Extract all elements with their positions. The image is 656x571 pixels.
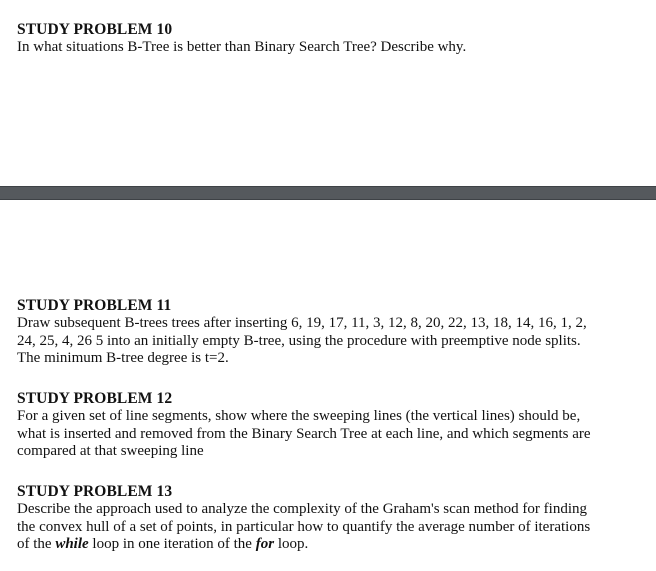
study-problem-12 (17, 390, 642, 461)
page-lower (0, 200, 656, 571)
problem-13-line-3-part-1: of the (17, 536, 56, 552)
problem-13-line-2: the convex hull of a set of points, in particular how to quantify the average number of iterations (17, 518, 591, 535)
problem-13-line-3 (17, 536, 642, 554)
problem-10-title: STUDY PROBLEM 10 (17, 21, 173, 38)
problem-10-body: In what situations B-Tree is better than Binary Search Tree? Describe why. (17, 39, 467, 55)
problem-12-title: STUDY PROBLEM 12 (17, 390, 173, 407)
problem-13-line-3-part-2: loop in one iteration of the (88, 536, 256, 552)
problem-13-title: STUDY PROBLEM 13 (17, 483, 173, 500)
problem-12-line-3: compared at that sweeping line (17, 443, 204, 459)
problem-11-title: STUDY PROBLEM 11 (17, 297, 172, 314)
problem-13-emph-for: for (255, 536, 275, 552)
problem-11-line-3: The minimum B-tree degree is t=2. (17, 350, 229, 366)
study-problem-10 (17, 21, 642, 57)
problem-11-line-1: Draw subsequent B-trees trees after inserting 6, 19, 17, 11, 3, 12, 8, 20, 22, 13, 18, 14, 16, 1, 2, (17, 315, 587, 331)
problem-13-line-1: Describe the approach used to analyze the complexity of the Graham's scan method for finding (17, 501, 588, 517)
page-break-divider (0, 186, 656, 200)
problem-12-line-2: what is inserted and removed from the Binary Search Tree at each line, and which segments are (17, 425, 591, 442)
problem-13-line-3-part-3: loop. (274, 536, 309, 552)
problem-11-line-2: 24, 25, 4, 26 5 into an initially empty B-tree, using the procedure with preemptive node splits. (17, 332, 581, 349)
page-upper (0, 0, 656, 186)
problem-12-line-1: For a given set of line segments, show where the sweeping lines (the vertical lines) should be, (17, 408, 581, 424)
study-problem-13 (17, 483, 642, 554)
problem-13-emph-while: while (55, 536, 89, 552)
study-problem-11 (17, 297, 642, 368)
